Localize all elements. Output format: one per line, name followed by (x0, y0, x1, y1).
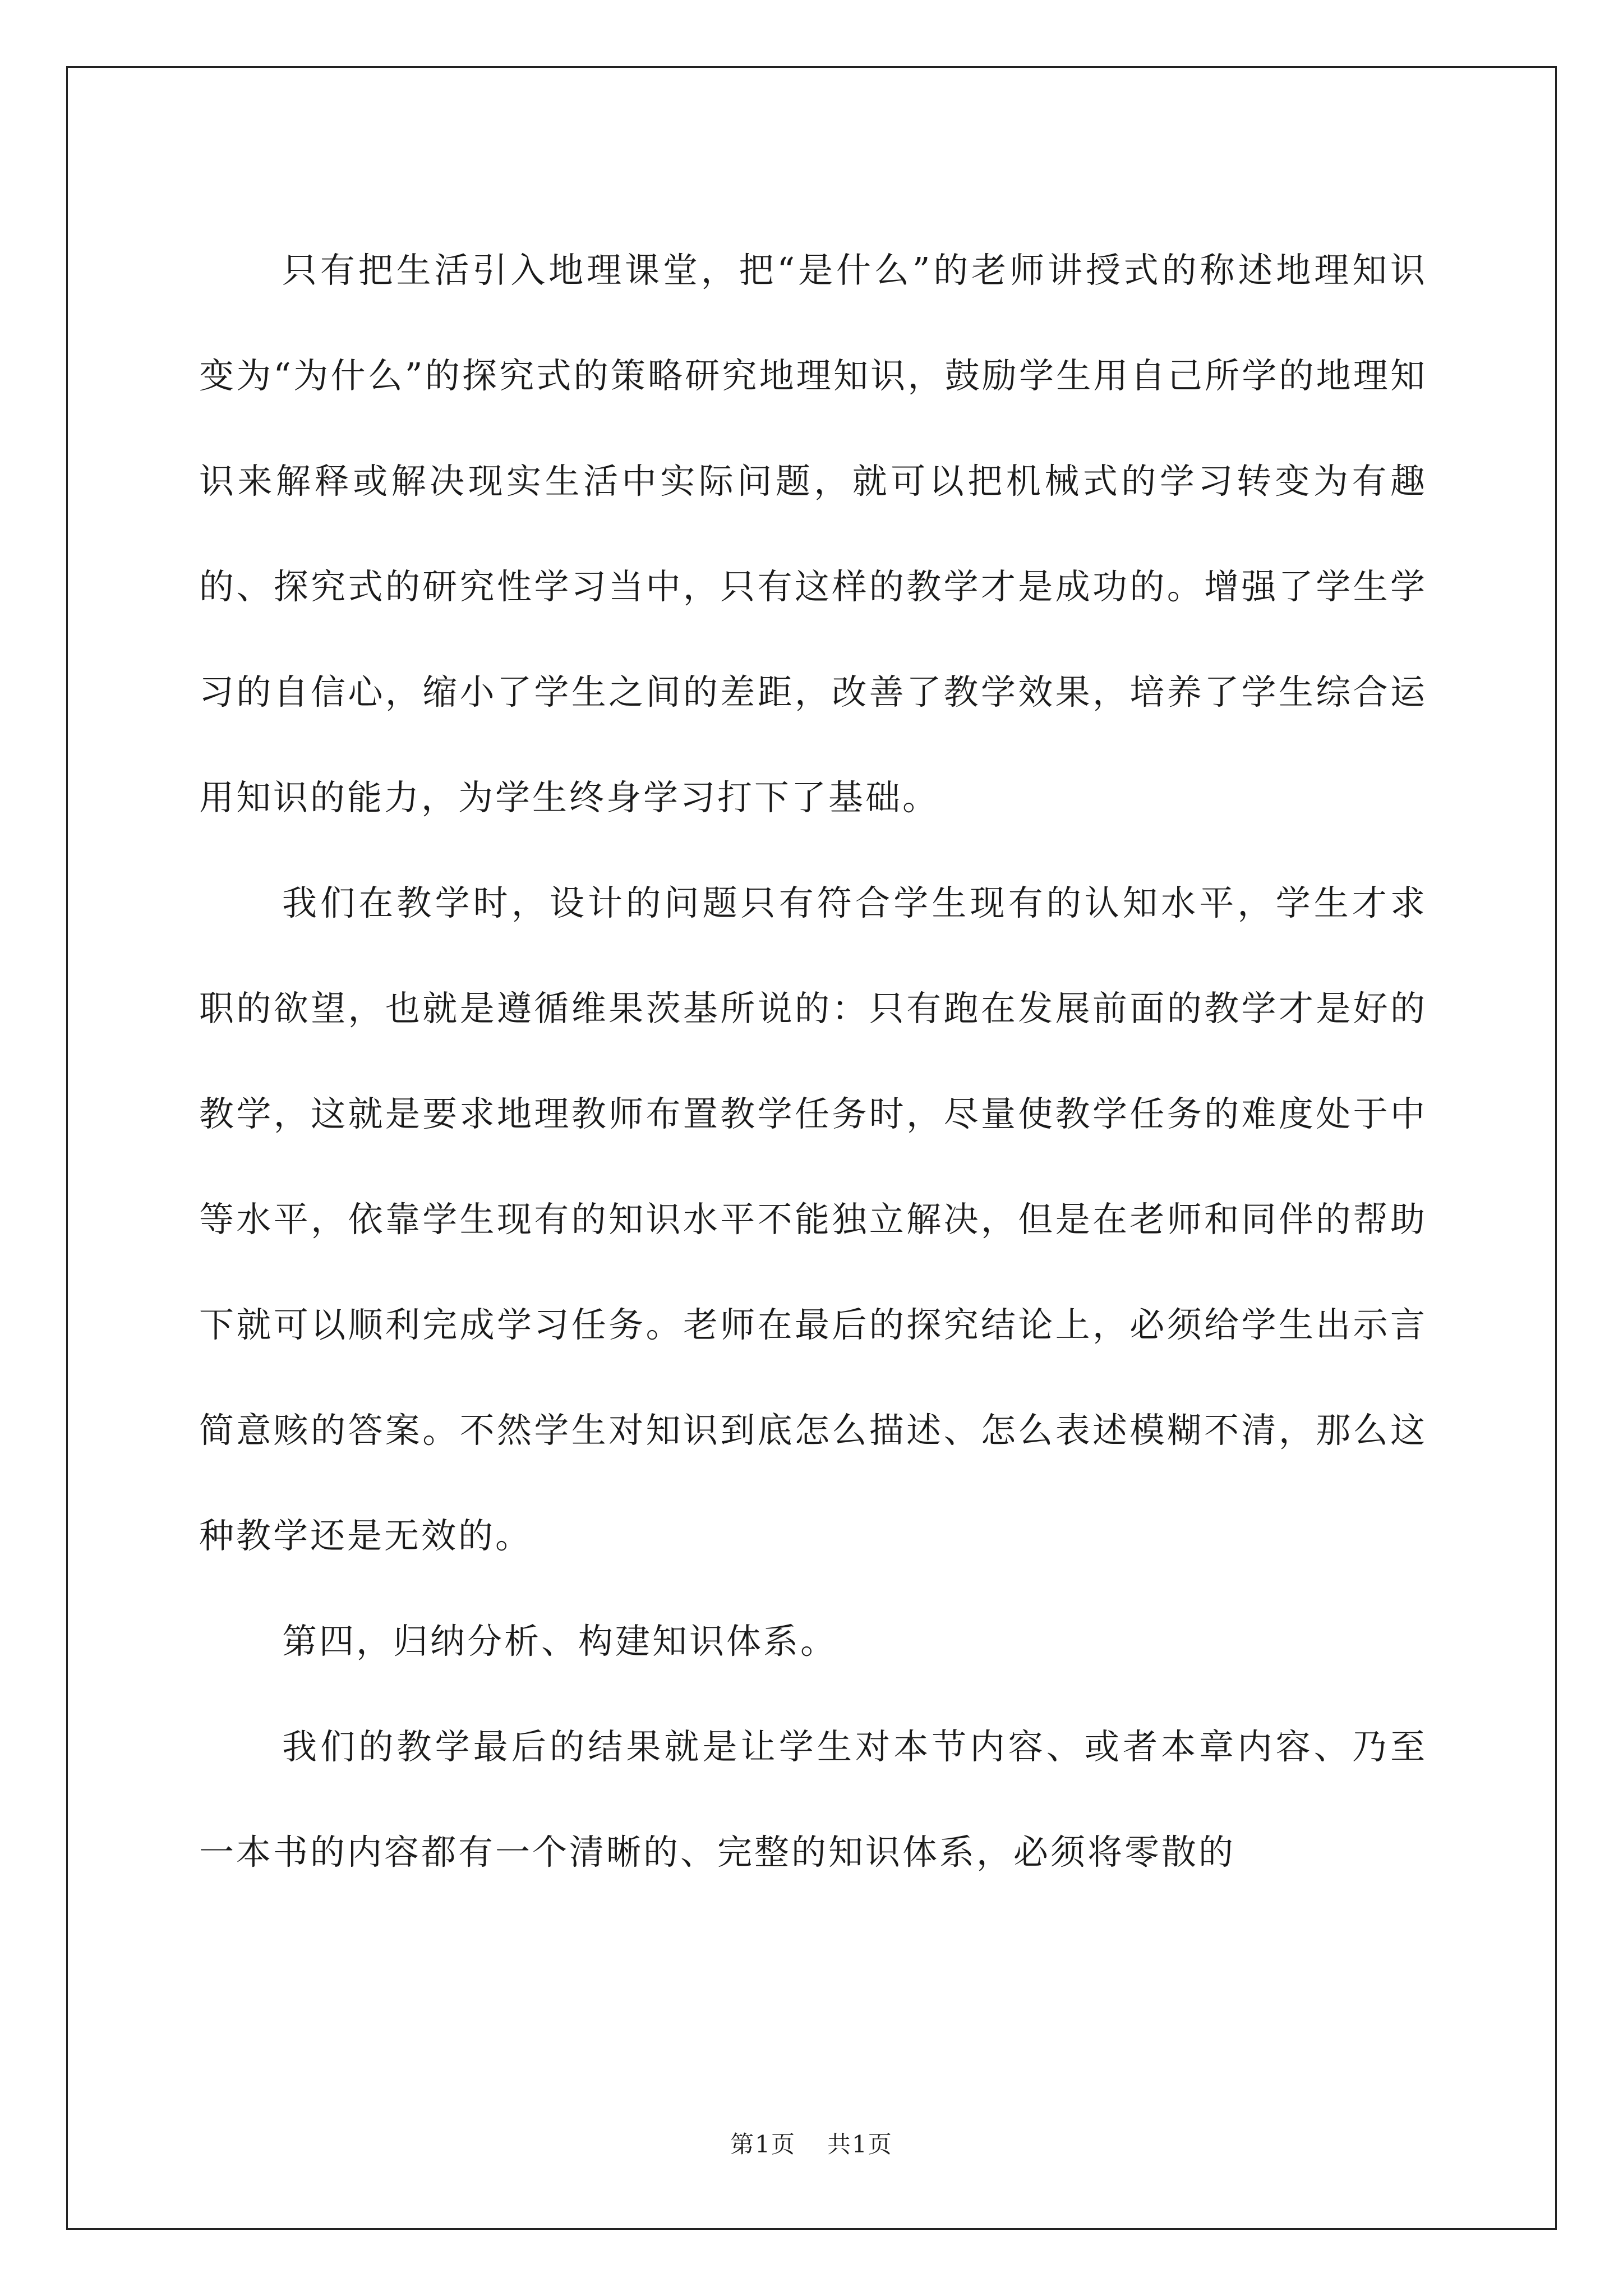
paragraph-2: 我们在教学时，设计的问题只有符合学生现有的认知水平，学生才求职的欲望，也就是遵循维果茨基所说的：只有跑在发展前面的教学才是好的教学，这就是要求地理教师布置教学任务时，尽量使教学任务的难度处于中等水平，依靠学生现有的知识水平不能独立解决，但是在老师和同伴的帮助下就可以顺利完成学习任务。老师在最后的探究结论上，必须给学生出示言简意赅的答案。不然学生对知识到底怎么描述、怎么表述模糊不清，那么这种教学还是无效的。 (199, 882, 1427, 1556)
document-body (199, 218, 1427, 1905)
page-footer (0, 2126, 1623, 2160)
paragraph-4: 我们的教学最后的结果就是让学生对本节内容、或者本章内容、乃至一本书的内容都有一个清晰的、完整的知识体系，必须将零散的 (199, 1726, 1427, 1872)
paragraph-3: 第四，归纳分析、构建知识体系。 (282, 1621, 838, 1662)
paragraph-1: 只有把生活引入地理课堂，把“是什么”的老师讲授式的称述地理知识变为“为什么”的探究式的策略研究地理知识，鼓励学生用自己所学的地理知识来解释或解决现实生活中实际问题，就可以把机械式的学习转变为有趣的、探究式的研究性学习当中，只有这样的教学才是成功的。增强了学生学习的自信心，缩小了学生之间的差距，改善了教学效果，培养了学生综合运用知识的能力，为学生终身学习打下了基础。 (199, 250, 1427, 818)
page-number: 第1页 (730, 2131, 796, 2158)
page-total: 共1页 (827, 2131, 893, 2158)
